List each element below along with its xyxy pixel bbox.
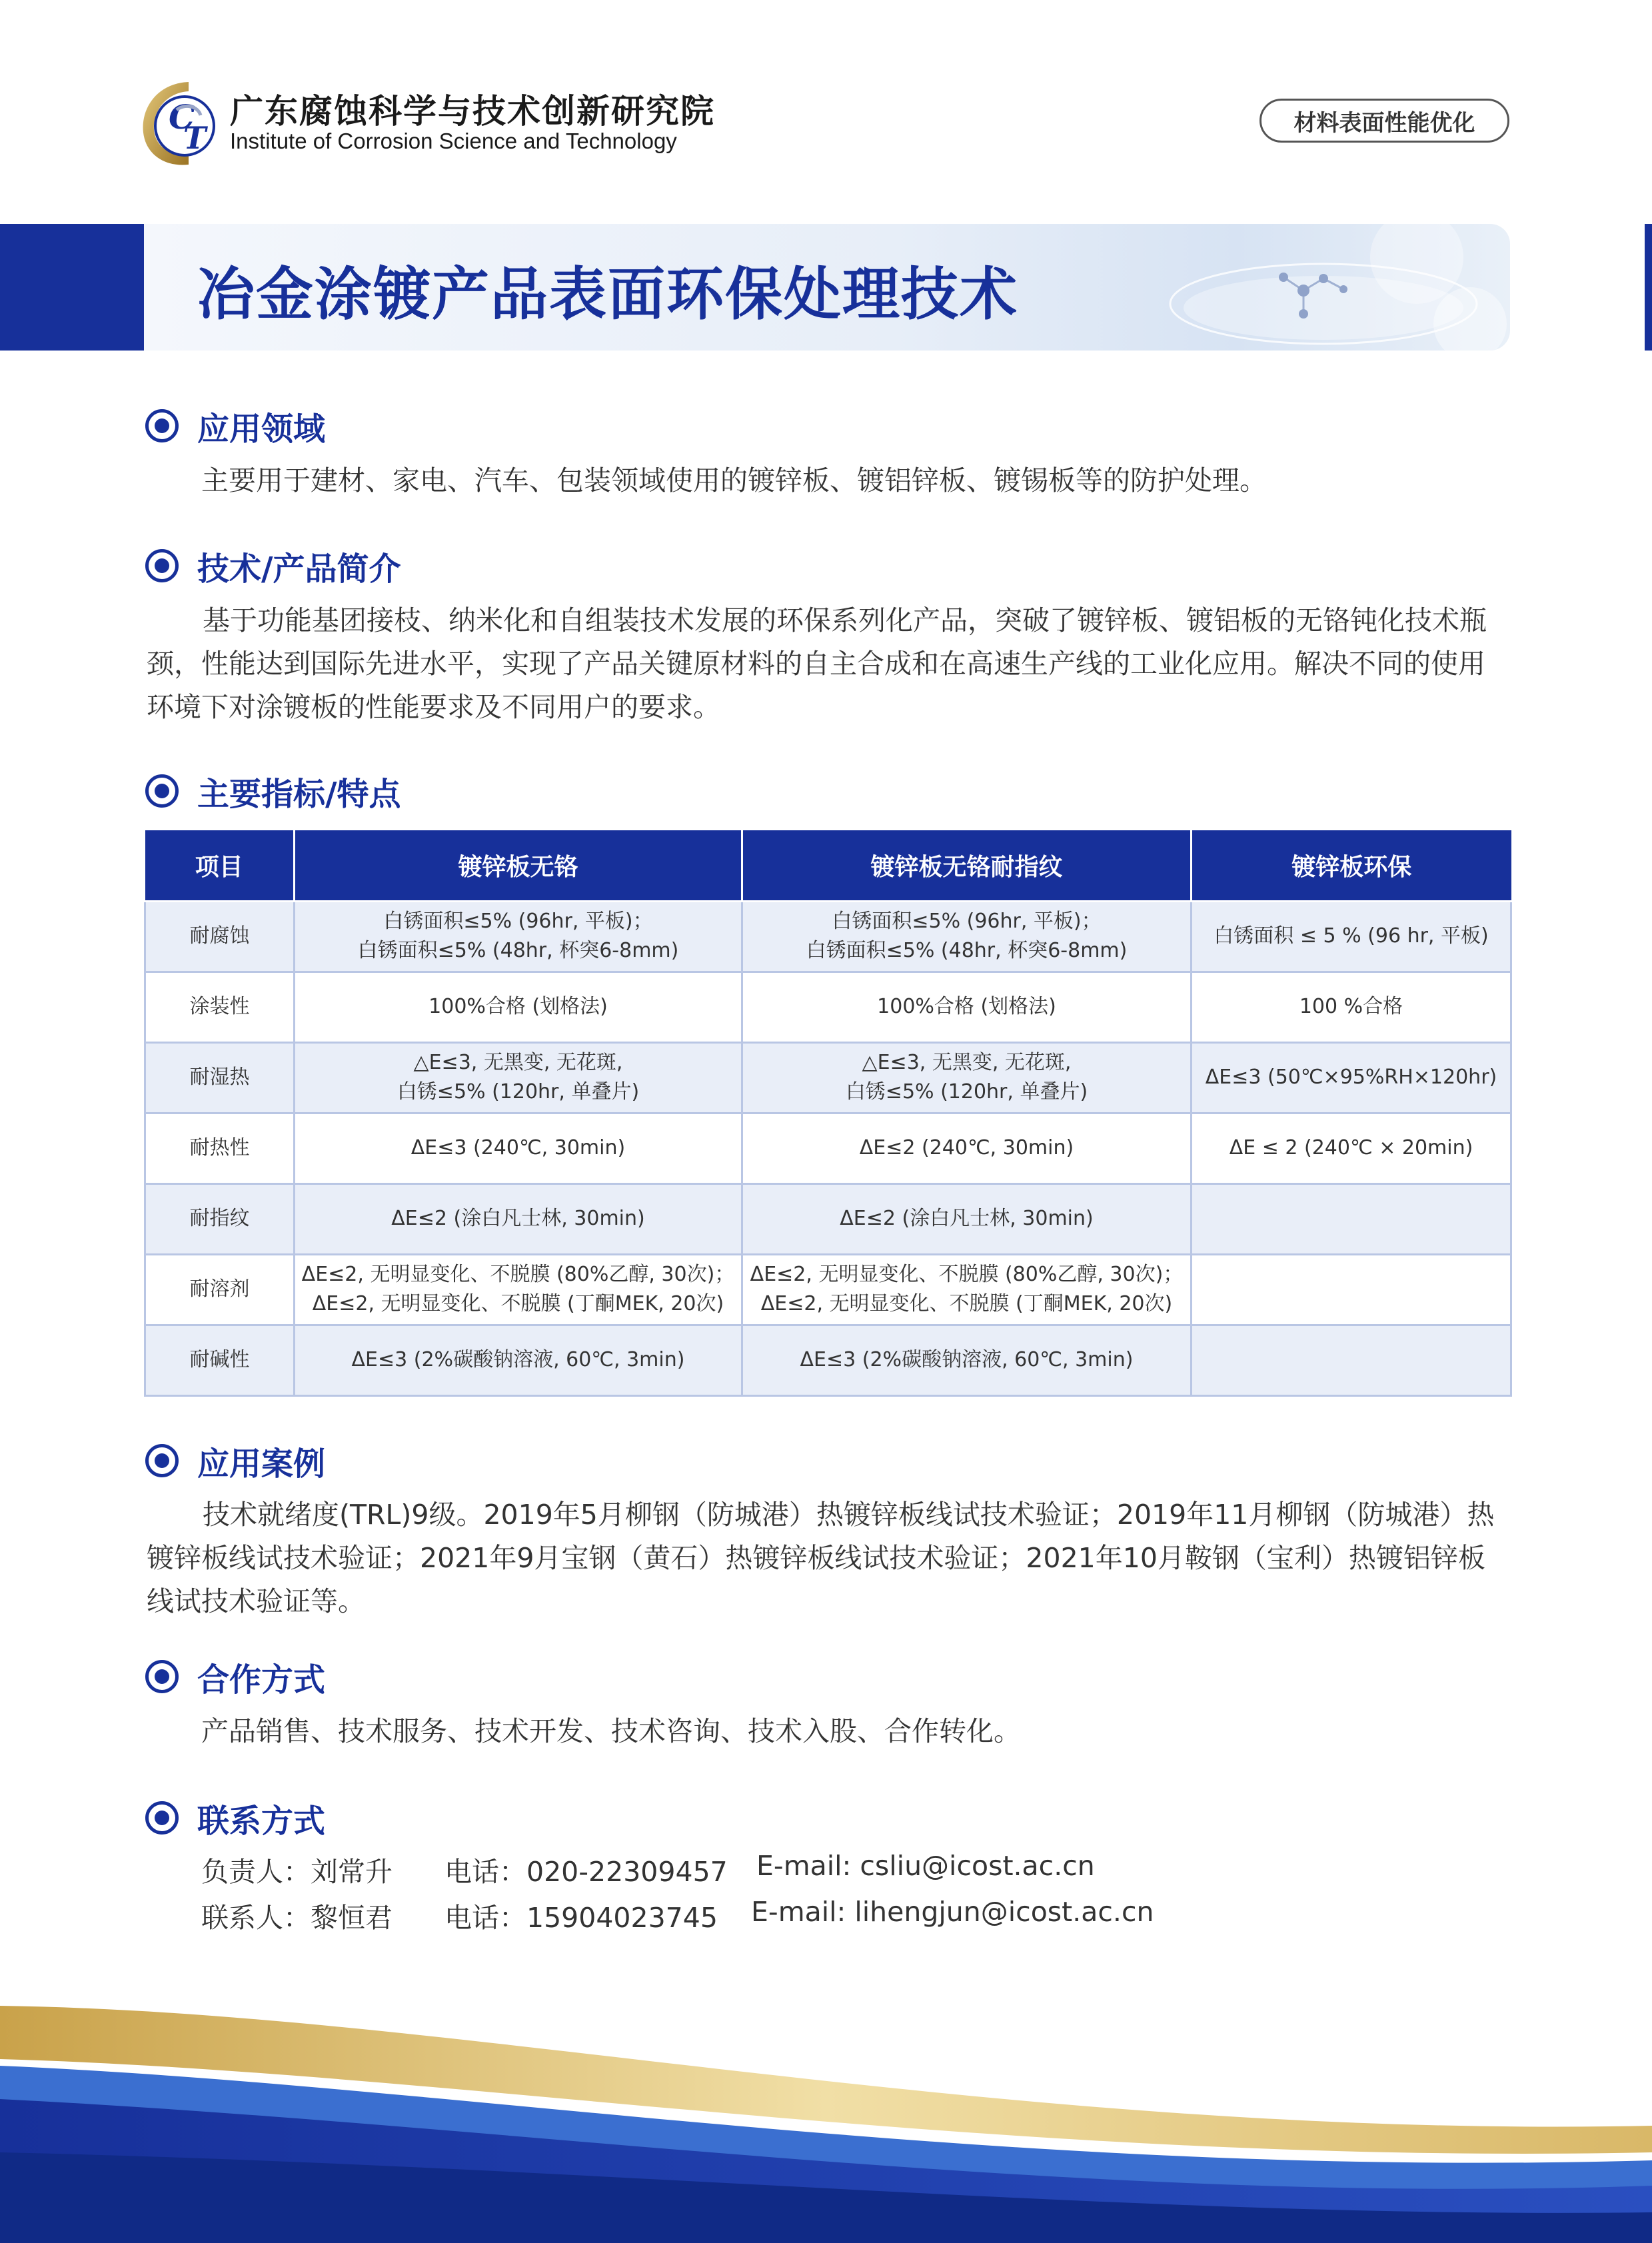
table-cell-line: ΔE≤2 (涂白凡士林, 30min) xyxy=(391,1207,645,1230)
contact-person: 负责人：刘常升 xyxy=(201,1856,393,1888)
table-row xyxy=(145,901,1511,972)
contact-email[interactable]: E-mail: lihengjun@icost.ac.cn xyxy=(751,1896,1154,1928)
section-heading-intro xyxy=(145,544,401,587)
svg-text:C: C xyxy=(169,97,195,137)
table-cell xyxy=(1192,1183,1511,1254)
circle-bullet-icon xyxy=(145,1444,179,1477)
table-cell-line: 白锈≤5% (120hr, 单叠片) xyxy=(845,1080,1088,1104)
indicators-table xyxy=(144,830,1512,1397)
table-cell-line: ΔE≤2, 无明显变化、不脱膜 (丁酮MEK, 20次) xyxy=(312,1292,724,1315)
table-cell xyxy=(295,1254,742,1325)
footer-wave-decoration xyxy=(0,1986,1652,2243)
institute-logo xyxy=(137,77,715,170)
table-cell-line: △E≤3, 无黑变, 无花斑, xyxy=(413,1051,623,1074)
table-row xyxy=(145,1042,1511,1113)
table-cell-line: 100%合格 (划格法) xyxy=(877,995,1056,1018)
institute-name-cn: 广东腐蚀科学与技术创新研究院 xyxy=(230,91,715,131)
institute-name-en: Institute of Corrosion Science and Technology xyxy=(230,129,677,153)
table-cell-line: 白锈面积 ≤ 5 % (96 hr, 平板) xyxy=(1214,924,1489,948)
table-cell xyxy=(295,972,742,1042)
section-title: 合作方式 xyxy=(197,1661,326,1699)
svg-text:T: T xyxy=(183,120,207,156)
table-row xyxy=(145,1254,1511,1325)
table-cell xyxy=(742,1325,1192,1395)
table-header-cell: 项目 xyxy=(145,830,295,901)
intro-text: 基于功能基团接枝、纳米化和自组装技术发展的环保系列化产品，突破了镀锌板、镀铝板的无铬钝化技术瓶颈，性能达到国际先进水平，实现了产品关键原材料的自主合成和在高速生产线的工业化应用。解决不同的使用环境下对涂镀板的性能要求及不同用户的要求。 xyxy=(147,604,1487,723)
table-cell-item: 耐指纹 xyxy=(145,1183,295,1254)
table-cell-item: 耐热性 xyxy=(145,1113,295,1183)
section-title: 应用领域 xyxy=(197,410,326,448)
table-cell-item: 涂装性 xyxy=(145,972,295,1042)
banner-accent-right xyxy=(1645,224,1652,351)
page-title: 冶金涂镀产品表面环保处理技术 xyxy=(197,261,1018,328)
table-cell-line: ΔE≤2, 无明显变化、不脱膜 (丁酮MEK, 20次) xyxy=(760,1292,1173,1315)
section-heading-cooperation xyxy=(145,1655,325,1698)
section-title: 主要指标/特点 xyxy=(197,775,401,813)
table-row xyxy=(145,1113,1511,1183)
section-title: 技术/产品简介 xyxy=(197,550,401,588)
section-title: 联系方式 xyxy=(197,1802,326,1840)
table-cell-line: 白锈面积≤5% (96hr, 平板)； xyxy=(383,910,653,933)
table-cell xyxy=(742,1254,1192,1325)
contact-phone: 电话：020-22309457 xyxy=(444,1856,728,1888)
table-header-cell: 镀锌板无铬 xyxy=(295,830,742,901)
table-cell xyxy=(742,1042,1192,1113)
table-cell-line: ΔE≤2, 无明显变化、不脱膜 (80%乙醇, 30次)； xyxy=(750,1263,1184,1286)
table-cell-line: ΔE≤3 (2%碳酸钠溶液, 60℃, 3min) xyxy=(351,1348,685,1371)
circle-bullet-icon xyxy=(145,1801,179,1835)
table-row xyxy=(145,1325,1511,1395)
table-cell-line: ΔE≤3 (2%碳酸钠溶液, 60℃, 3min) xyxy=(800,1348,1134,1371)
table-cell-line: ΔE≤2 (涂白凡士林, 30min) xyxy=(840,1207,1094,1230)
table-cell xyxy=(295,1183,742,1254)
cases-text: 技术就绪度(TRL)9级。2019年5月柳钢（防城港）热镀锌板线试技术验证；2019年11月柳钢（防城港）热镀锌板线试技术验证；2021年9月宝钢（黄石）热镀锌板线试技术验证；2021年10月鞍钢（宝利）热镀铝锌板线试技术验证等。 xyxy=(147,1499,1495,1617)
table-cell xyxy=(742,1183,1192,1254)
table-cell-line: △E≤3, 无黑变, 无花斑, xyxy=(862,1051,1072,1074)
section-heading-indicators xyxy=(145,770,401,812)
table-cell xyxy=(1192,1325,1511,1395)
table-header-cell: 镀锌板无铬耐指纹 xyxy=(742,830,1192,901)
table-cell xyxy=(295,1113,742,1183)
table-cell xyxy=(742,1113,1192,1183)
section-heading-cases xyxy=(145,1439,325,1482)
table-cell-line: ΔE≤2, 无明显变化、不脱膜 (80%乙醇, 30次)； xyxy=(301,1263,735,1286)
table-cell-line: ΔE≤2 (240℃, 30min) xyxy=(859,1136,1074,1159)
table-row xyxy=(145,1183,1511,1254)
table-cell-item: 耐碱性 xyxy=(145,1325,295,1395)
table-cell-line: 白锈≤5% (120hr, 单叠片) xyxy=(397,1080,640,1104)
table-row xyxy=(145,972,1511,1042)
table-cell xyxy=(1192,901,1511,972)
table-cell-item: 耐腐蚀 xyxy=(145,901,295,972)
section-title: 应用案例 xyxy=(197,1445,326,1483)
table-cell-line: 100 %合格 xyxy=(1299,995,1403,1018)
section-heading-contact xyxy=(145,1797,325,1839)
circle-bullet-icon xyxy=(145,549,179,582)
contact-person: 联系人：黎恒君 xyxy=(201,1902,393,1934)
banner-accent-left xyxy=(0,224,144,351)
table-cell-line: 白锈面积≤5% (48hr, 杯突6-8mm) xyxy=(806,939,1128,962)
category-tag: 材料表面性能优化 xyxy=(1259,99,1509,143)
table-cell xyxy=(742,972,1192,1042)
circle-bullet-icon xyxy=(145,1660,179,1693)
table-cell-item: 耐溶剂 xyxy=(145,1254,295,1325)
table-cell-line: ΔE≤3 (240℃, 30min) xyxy=(411,1136,626,1159)
table-cell-line: 100%合格 (划格法) xyxy=(428,995,608,1018)
table-cell xyxy=(1192,1113,1511,1183)
circle-bullet-icon xyxy=(145,409,179,442)
table-cell-item: 耐湿热 xyxy=(145,1042,295,1113)
table-cell xyxy=(1192,1042,1511,1113)
application-text: 主要用于建材、家电、汽车、包装领域使用的镀锌板、镀铝锌板、镀锡板等的防护处理。 xyxy=(201,464,1267,496)
table-header-row xyxy=(145,830,1511,901)
table-cell-line: 白锈面积≤5% (48hr, 杯突6-8mm) xyxy=(357,939,679,962)
table-cell-line: ΔE ≤ 2 (240℃ × 20min) xyxy=(1229,1136,1473,1159)
circle-bullet-icon xyxy=(145,774,179,808)
section-heading-application xyxy=(145,404,325,447)
table-cell-line: ΔE≤3 (50℃×95%RH×120hr) xyxy=(1205,1066,1497,1089)
table-cell xyxy=(1192,972,1511,1042)
cooperation-text: 产品销售、技术服务、技术开发、技术咨询、技术入股、合作转化。 xyxy=(201,1715,1021,1747)
table-header-cell: 镀锌板环保 xyxy=(1192,830,1511,901)
table-cell xyxy=(1192,1254,1511,1325)
institute-logo-icon xyxy=(137,77,223,170)
contact-email[interactable]: E-mail: csliu@icost.ac.cn xyxy=(756,1850,1095,1882)
table-cell xyxy=(295,1042,742,1113)
title-banner xyxy=(144,224,1510,351)
contact-phone: 电话：15904023745 xyxy=(444,1902,718,1934)
table-cell xyxy=(742,901,1192,972)
table-cell xyxy=(295,901,742,972)
table-cell-line: 白锈面积≤5% (96hr, 平板)； xyxy=(832,910,1102,933)
table-cell xyxy=(295,1325,742,1395)
